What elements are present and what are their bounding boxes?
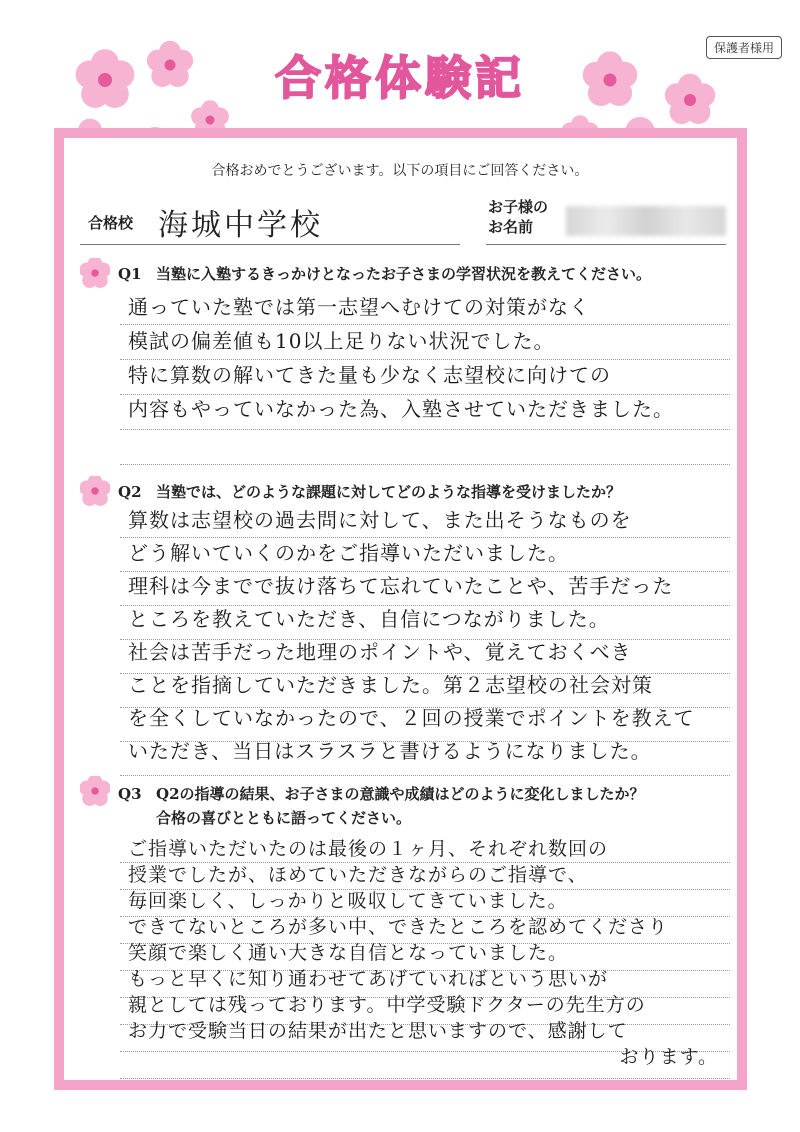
answer-2 [128, 504, 738, 768]
question-1-text: 当塾に入塾するきっかけとなったお子さまの学習状況を教えてください。 [156, 265, 652, 283]
answer-line: 内容もやっていなかった為、入塾させていただきました。 [128, 397, 674, 421]
question-2 [118, 480, 621, 504]
answer-line: 親としては残っております。中学受験ドクターの先生方の [128, 994, 646, 1016]
parent-use-badge: 保護者様用 [706, 36, 782, 59]
answer-line: 特に算数の解いてきた量も少なく志望校に向けての [128, 363, 611, 387]
name-underline [486, 244, 726, 245]
page-title: 合格体験記 [275, 51, 525, 105]
answer-1 [128, 290, 738, 426]
answer-line: 理科は今までで抜け落ちて忘れていたことや、苦手だった [128, 574, 674, 598]
sakura-bullet-icon [80, 258, 110, 288]
answer-line: どう解いていくのかをご指導いただいました。 [128, 541, 569, 565]
answer-line: 授業でしたが、ほめていただきながらのご指導で、 [128, 864, 588, 886]
question-3 [118, 782, 645, 830]
answer-line: お力で受験当日の結果が出たと思いますので、感謝して [128, 1020, 628, 1042]
answer-line: 笑顔で楽しく通い大きな自信となっていました。 [128, 942, 569, 964]
answer-line: いただき、当日はスラスラと書けるようになりました。 [128, 739, 652, 763]
answer-line: 算数は志望校の過去問に対して、また出そうなものを [128, 508, 632, 532]
answer-line: ことを指摘していただきました。第２志望校の社会対策 [128, 673, 653, 697]
answer-line: 模試の偏差値も10以上足りない状況でした。 [128, 329, 555, 353]
answer-line: を全くしていなかったので、２回の授業でポイントを教えて [128, 706, 695, 730]
school-label: 合格校 [88, 214, 134, 232]
name-redacted [566, 206, 726, 236]
question-3-text-line2: 合格の喜びとともに語ってください。 [156, 809, 412, 827]
answer-line: ご指導いただいたのは最後の１ヶ月、それぞれ数回の [128, 838, 609, 860]
question-3-text: Q2の指導の結果、お子さまの意識や成績はどのように変化しましたか？ [156, 785, 645, 803]
name-label-line1: お子様の [488, 198, 549, 216]
name-label-line2: お名前 [488, 218, 534, 236]
question-1 [118, 262, 651, 286]
school-underline [80, 244, 460, 245]
answer-line: もっと早くに知り通わせてあげていればという思いが [128, 968, 609, 990]
intro-text: 合格おめでとうございます。以下の項目にご回答ください。 [211, 163, 589, 179]
name-label [488, 197, 548, 237]
question-3-number: Q3 [118, 785, 142, 803]
question-2-text: 当塾では、どのような課題に対してどのような指導を受けましたか？ [156, 483, 622, 501]
answer-line: 毎回楽しく、しっかりと吸収してきていました。 [128, 890, 568, 912]
answer-line: ところを教えていただき、自信につながりました。 [128, 607, 610, 631]
sakura-bullet-icon [80, 476, 110, 506]
school-value: 海城中学校 [158, 208, 323, 243]
answer-3 [128, 836, 738, 1070]
sakura-bullet-icon [80, 776, 110, 806]
answer-line: 通っていた塾では第一志望へむけての対策がなく [128, 295, 590, 319]
answer-line: 社会は苦手だった地理のポイントや、覚えておくべき [128, 640, 632, 664]
question-1-number: Q1 [118, 265, 142, 283]
question-2-number: Q2 [118, 483, 142, 501]
answer-line: できてないところが多い中、できたところを認めてくださり [128, 916, 669, 938]
answer-line: おります。 [619, 1046, 718, 1068]
